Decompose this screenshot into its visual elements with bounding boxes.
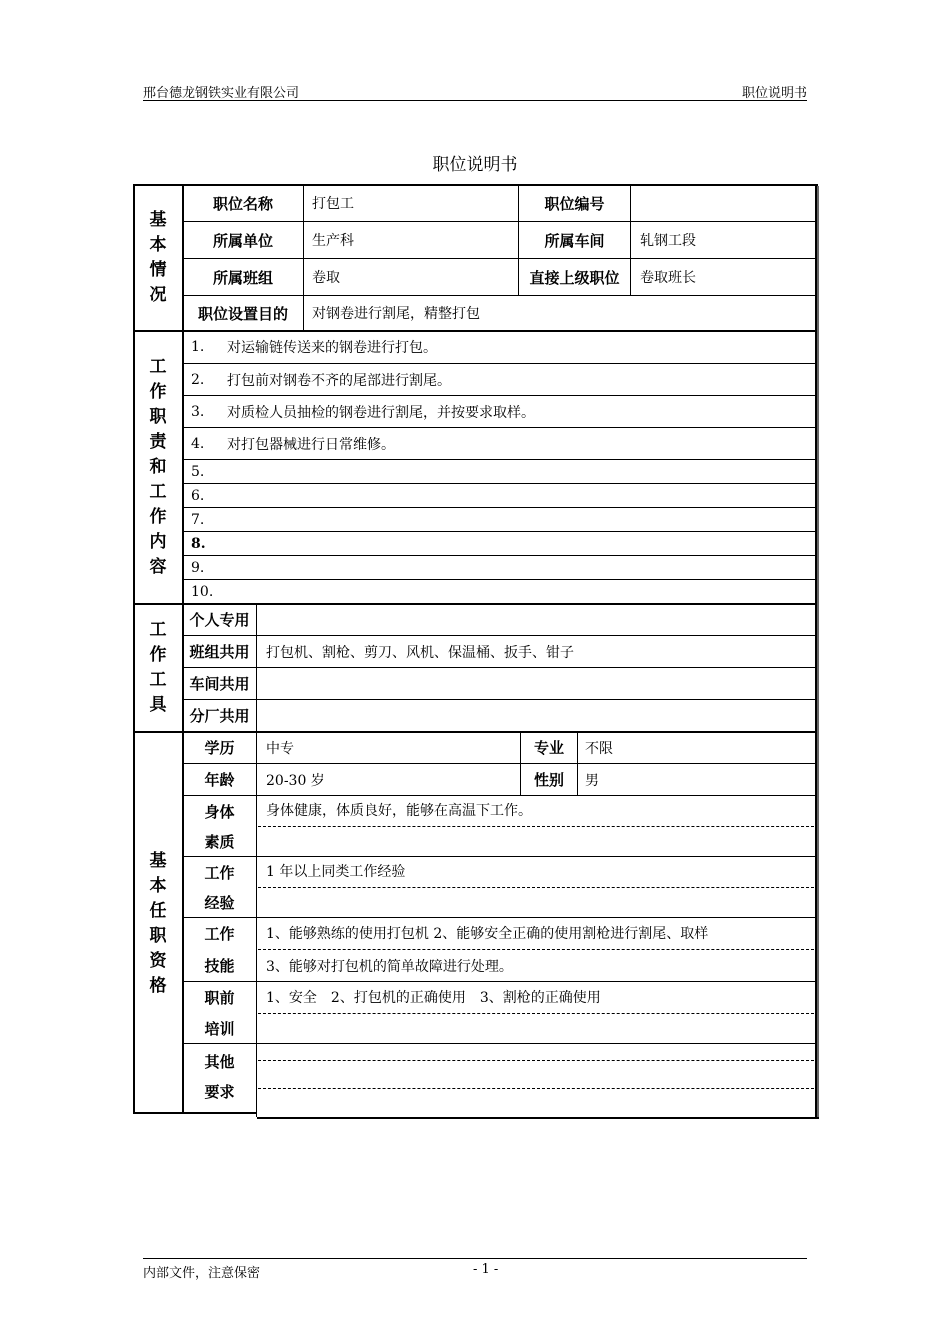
tools-team-value: 打包机、割枪、剪刀、风机、保温桶、扳手、钳子 xyxy=(266,644,574,661)
page-header xyxy=(143,82,807,101)
superior-label: 直接上级职位 xyxy=(529,268,620,287)
skills-value-1: 1、能够熟练的使用打包机 2、能够安全正确的使用割枪进行割尾、取样 xyxy=(266,925,709,942)
purpose-value: 对钢卷进行割尾，精整打包 xyxy=(312,306,480,322)
age-label: 年龄 xyxy=(204,771,235,789)
workshop-value: 轧钢工段 xyxy=(640,233,696,249)
unit-label: 所属单位 xyxy=(212,231,273,250)
section-duties: 工 作 职 责 和 工 作 内 容 xyxy=(149,356,167,577)
page-number: - 1 - xyxy=(473,1262,499,1277)
tools-personal-label: 个人专用 xyxy=(189,611,250,629)
other-label-1: 其他 xyxy=(204,1052,235,1071)
physical-value: 身体健康，体质良好，能够在高温下工作。 xyxy=(266,803,532,819)
tools-workshop-label: 车间共用 xyxy=(189,675,250,693)
gender-value: 男 xyxy=(585,772,599,789)
section-basic-info: 基 本 情 况 xyxy=(149,209,167,305)
training-label-2: 培训 xyxy=(204,1019,235,1038)
tools-plant-label: 分厂共用 xyxy=(189,707,250,725)
section-qualifications: 基 本 任 职 资 格 xyxy=(149,851,167,996)
position-name-label: 职位名称 xyxy=(212,194,273,213)
workshop-label: 所属车间 xyxy=(544,231,605,250)
physical-label-2: 素质 xyxy=(204,832,235,851)
duty-item: 4. 对打包器械进行日常维修。 xyxy=(191,435,395,453)
duty-item: 7. xyxy=(191,511,205,528)
major-label: 专业 xyxy=(533,739,564,757)
position-code-label: 职位编号 xyxy=(544,194,605,213)
unit-value: 生产科 xyxy=(312,233,354,249)
position-name-value: 打包工 xyxy=(312,196,354,212)
page-title: 职位说明书 xyxy=(432,155,518,175)
duty-item: 2. 打包前对钢卷不齐的尾部进行割尾。 xyxy=(191,371,451,389)
education-value: 中专 xyxy=(266,740,294,757)
team-value: 卷取 xyxy=(312,270,340,286)
duty-item: 10. xyxy=(191,583,214,600)
gender-label: 性别 xyxy=(533,771,564,789)
purpose-label: 职位设置目的 xyxy=(197,304,288,323)
duty-item: 3. 对质检人员抽检的钢卷进行割尾，并按要求取样。 xyxy=(191,403,535,421)
superior-value: 卷取班长 xyxy=(640,270,696,286)
confidential-note: 内部文件，注意保密 xyxy=(143,1266,261,1281)
experience-value: 1 年以上同类工作经验 xyxy=(266,864,406,880)
duty-item: 1. 对运输链传送来的钢卷进行打包。 xyxy=(191,339,437,356)
duty-item: 6. xyxy=(191,487,205,504)
skills-label-2: 技能 xyxy=(204,956,235,975)
physical-label-1: 身体 xyxy=(204,802,235,821)
duty-item: 9. xyxy=(191,559,205,576)
page-footer xyxy=(143,1258,807,1279)
duty-item: 5. xyxy=(191,463,205,480)
team-label: 所属班组 xyxy=(212,268,273,287)
experience-label-2: 经验 xyxy=(204,893,235,912)
duty-item: 8. xyxy=(191,535,206,552)
age-value: 20-30 岁 xyxy=(266,772,325,789)
company-name: 邢台德龙钢铁实业有限公司 xyxy=(143,86,300,101)
experience-label-1: 工作 xyxy=(204,863,235,882)
header-doc-type: 职位说明书 xyxy=(741,86,807,101)
section-tools: 工 作 工 具 xyxy=(149,619,167,715)
tools-team-label: 班组共用 xyxy=(189,643,250,661)
training-value: 1、安全 2、打包机的正确使用 3、割枪的正确使用 xyxy=(266,989,601,1006)
other-label-2: 要求 xyxy=(204,1082,235,1101)
training-label-1: 职前 xyxy=(204,989,235,1007)
skills-value-2: 3、能够对打包机的简单故障进行处理。 xyxy=(266,959,513,975)
major-value: 不限 xyxy=(585,740,613,757)
education-label: 学历 xyxy=(204,739,235,757)
skills-label-1: 工作 xyxy=(204,925,235,943)
